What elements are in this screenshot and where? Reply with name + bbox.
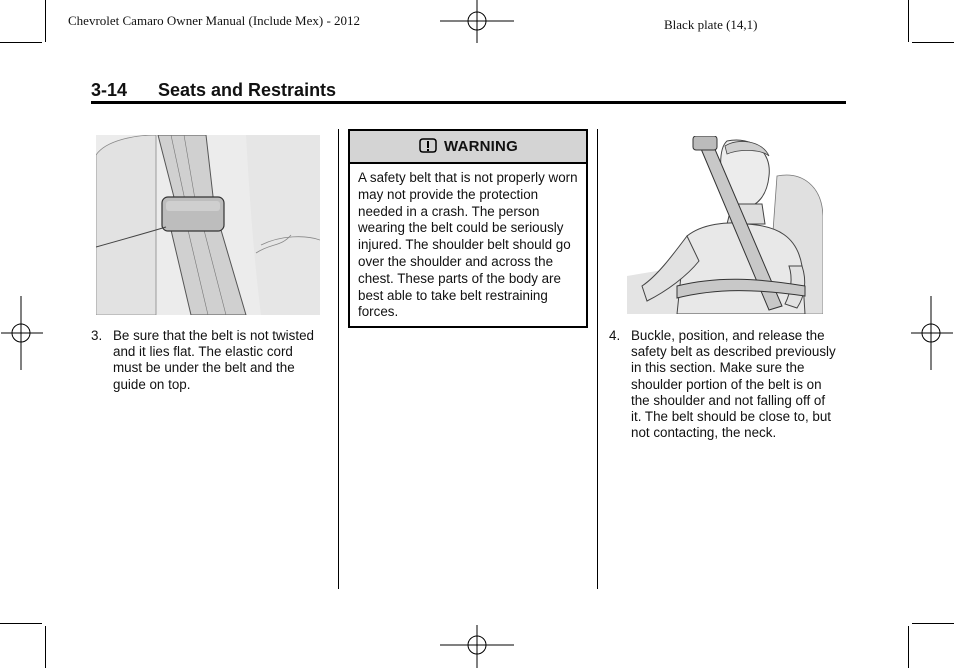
crop-mark-br-v: [908, 626, 909, 668]
step-text: Be sure that the belt is not twisted and it lies flat. The elastic cord must be under the belt and the guide on top.: [113, 328, 314, 392]
list-item: [91, 328, 316, 393]
column-divider-right: [597, 129, 598, 589]
list-item: [609, 328, 839, 441]
header-rule: [91, 101, 846, 104]
warning-header: [350, 131, 586, 164]
section-title: Seats and Restraints: [158, 80, 337, 100]
registration-mark-left: [0, 296, 44, 372]
registration-mark-bottom: [440, 624, 516, 668]
registration-mark-right: [910, 296, 954, 372]
step-number: 4.: [609, 328, 621, 343]
crop-mark-bl-h: [0, 623, 42, 624]
crop-mark-tr-v: [908, 0, 909, 42]
warning-box: [348, 129, 588, 328]
crop-mark-bl-v: [45, 626, 46, 668]
registration-mark-top: [440, 0, 516, 44]
manual-title: Chevrolet Camaro Owner Manual (Include Mex) - 2012: [68, 13, 361, 28]
crop-mark-tr-h: [912, 42, 954, 43]
warning-label: WARNING: [444, 138, 518, 155]
seated-person-belt-illustration: [627, 136, 823, 314]
exclamation-icon: [418, 138, 438, 156]
crop-mark-tl-h: [0, 42, 42, 43]
step-text: Buckle, position, and release the safety belt as described previously in this section. Make sure the shoulder portion of the belt is on the shoulder and not falling off of it. The belt should be close to, but not contacting, the neck.: [631, 328, 836, 441]
step-number: 3.: [91, 328, 103, 343]
crop-mark-br-h: [912, 623, 954, 624]
warning-text: A safety belt that is not properly worn may not provide the protection needed in a crash. The person wearing the belt could be seriously injured. The shoulder belt should go over the shoulder and across the chest. These parts of the body are best able to take belt restraining forces.: [358, 170, 578, 320]
section-heading: [91, 80, 336, 101]
belt-guide-illustration: [96, 135, 320, 315]
crop-mark-tl-v: [45, 0, 46, 42]
plate-info: Black plate (14,1): [664, 17, 758, 32]
column-divider-left: [338, 129, 339, 589]
page-number: 3-14: [91, 80, 128, 100]
